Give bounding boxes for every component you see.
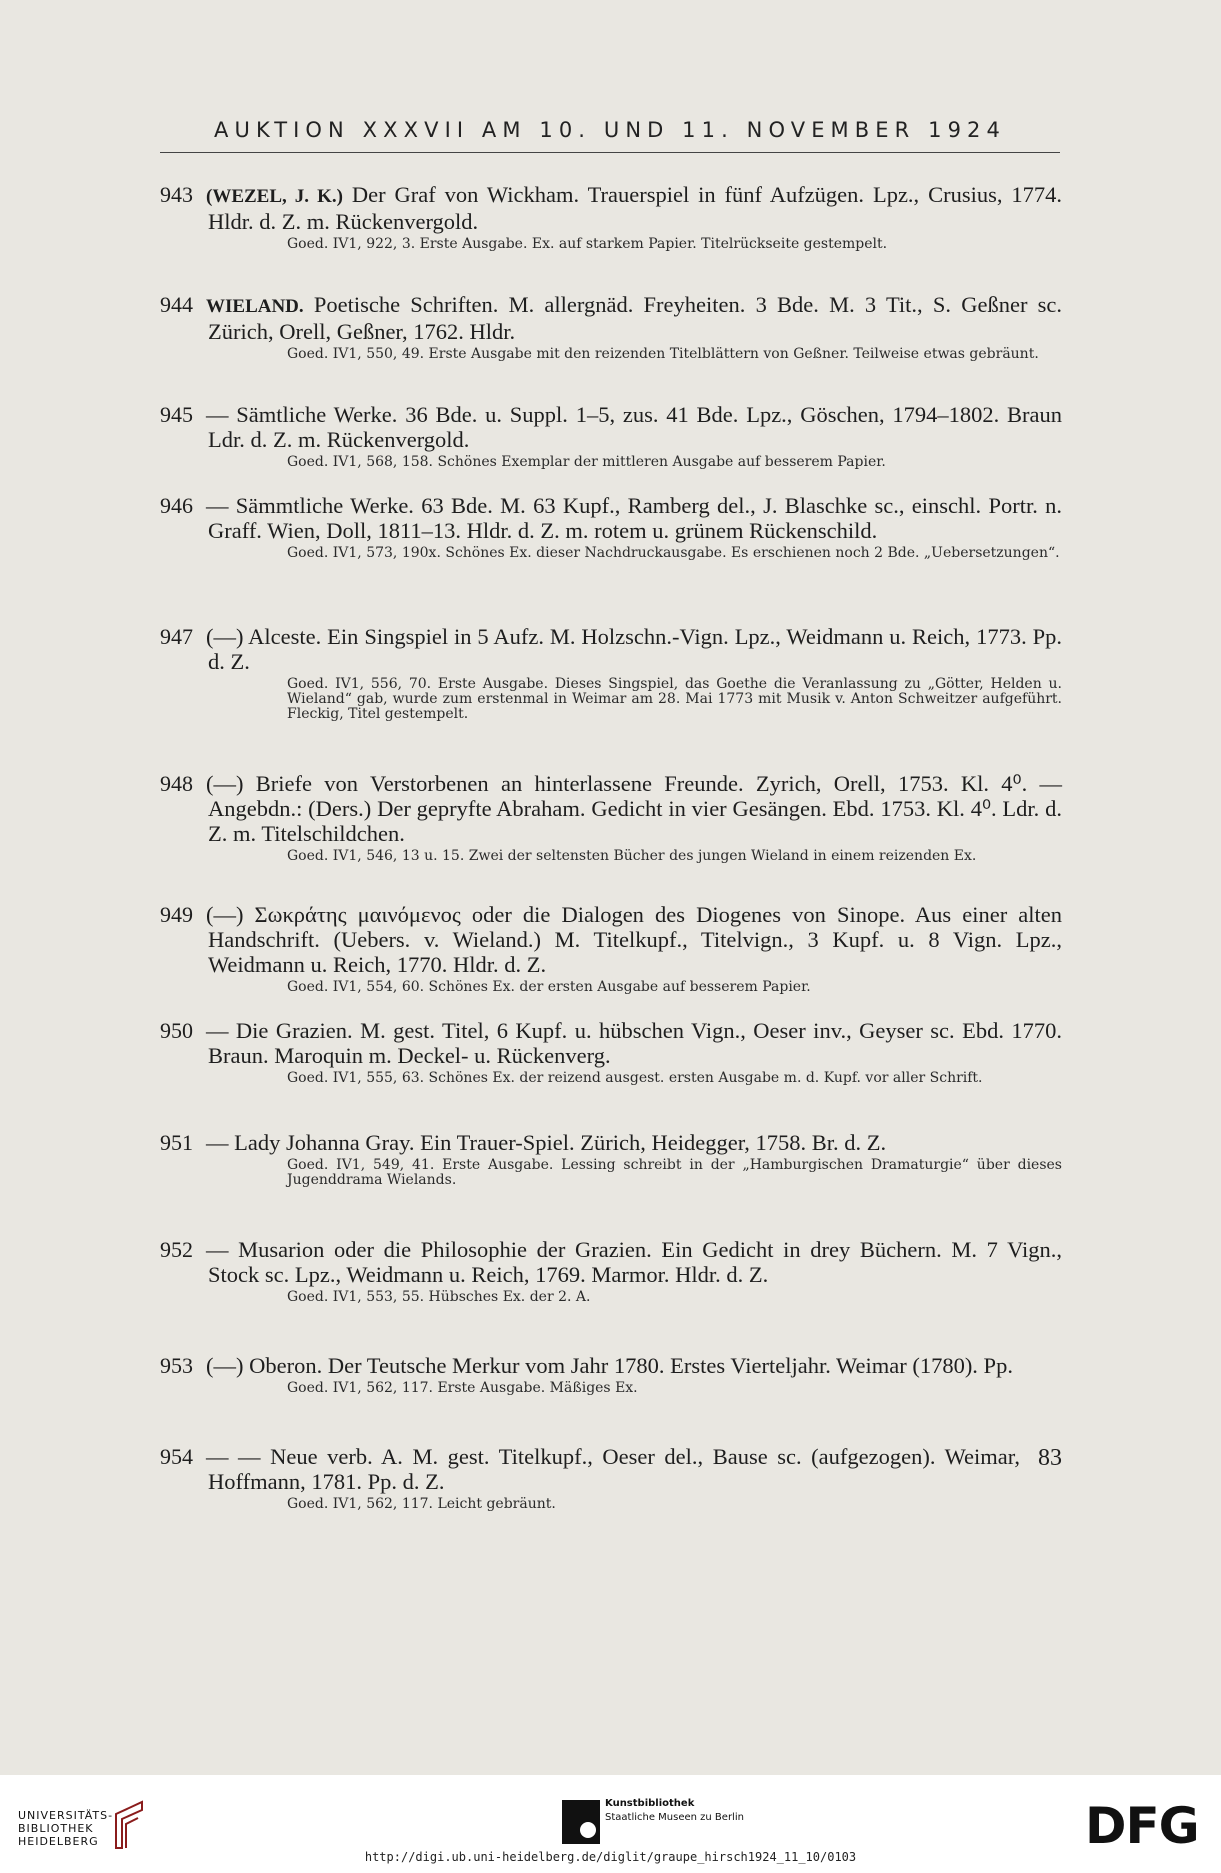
page-number: 83 <box>1038 1445 1062 1471</box>
catalog-entry <box>160 1018 1062 1086</box>
entry-note: Goed. IV1, 553, 55. Hübsches Ex. der 2. A. <box>287 1289 591 1305</box>
entry-body: (—) Alceste. Ein Singspiel in 5 Aufz. M. Holzschn.-Vign. Lpz., Weidmann u. Reich, 1773. Pp. d. Z. <box>206 624 1062 674</box>
entry-note: Goed. IV1, 546, 13 u. 15. Zwei der seltensten Bücher des jungen Wieland in einem reizenden Ex. <box>287 848 977 864</box>
university-library-name <box>18 1809 113 1848</box>
university-line: BIBLIOTHEK <box>18 1822 94 1835</box>
entry-number: 950 <box>160 1018 193 1043</box>
entry-text <box>208 1130 1062 1155</box>
catalog-entry <box>160 1353 1062 1396</box>
entry-number: 943 <box>160 182 193 207</box>
source-url-link[interactable]: http://digi.ub.uni-heidelberg.de/diglit/graupe_hirsch1924_11_10/0103 <box>364 1850 857 1864</box>
catalog-entry <box>160 493 1062 561</box>
entry-note: Goed. IV1, 562, 117. Erste Ausgabe. Mäßiges Ex. <box>287 1380 638 1396</box>
entry-text <box>208 1353 1062 1378</box>
kunstbibliothek-logo-icon <box>562 1800 600 1844</box>
entry-text <box>208 1444 1020 1494</box>
entry-note: Goed. IV1, 556, 70. Erste Ausgabe. Dieses Singspiel, das Goethe die Veranlassung zu „Götter, Helden u. Wieland“ gab, wurde zum erstenmal in Weimar am 28. Mai 1773 mit Musik v. Anton Schweitzer aufgeführt. Fleckig, Titel gestempelt. <box>287 676 1062 722</box>
university-line: HEIDELBERG <box>18 1835 99 1848</box>
entry-text <box>208 493 1062 543</box>
entry-body: — Sämmtliche Werke. 63 Bde. M. 63 Kupf., Ramberg del., J. Blaschke sc., einschl. Portr. n. Graff. Wien, Doll, 1811–13. Hldr. d. Z. m. rotem u. grünem Rückenschild. <box>206 493 1062 543</box>
entry-note: Goed. IV1, 568, 158. Schönes Exemplar der mittleren Ausgabe auf besserem Papier. <box>287 454 886 470</box>
entry-note: Goed. IV1, 555, 63. Schönes Ex. der reizend ausgest. ersten Ausgabe m. d. Kupf. vor aller Schrift. <box>287 1070 983 1086</box>
entry-body: (—) Oberon. Der Teutsche Merkur vom Jahr 1780. Erstes Vierteljahr. Weimar (1780). Pp. <box>206 1353 1013 1378</box>
entry-note: Goed. IV1, 573, 190x. Schönes Ex. dieser Nachdruckausgabe. Es erschienen noch 2 Bde. „Uebersetzungen“. <box>287 545 1060 561</box>
entry-text <box>208 902 1062 977</box>
running-header: AUKTION XXXVII AM 10. UND 11. NOVEMBER 1924 <box>214 118 1006 142</box>
entry-note: Goed. IV1, 549, 41. Erste Ausgabe. Lessing schreibt in der „Hamburgischen Dramaturgie“ über dieses Jugenddrama Wielands. <box>287 1157 1062 1188</box>
entry-text <box>208 402 1062 452</box>
entry-number: 953 <box>160 1353 193 1378</box>
entry-number: 951 <box>160 1130 193 1155</box>
entry-text <box>208 624 1062 674</box>
entry-number: 946 <box>160 493 193 518</box>
entry-lead: (WEZEL, J. K.) <box>206 186 343 207</box>
entry-number: 944 <box>160 292 193 317</box>
entry-text <box>208 292 1062 344</box>
entry-text <box>208 771 1062 846</box>
catalog-entry <box>160 1237 1062 1305</box>
entry-number: 948 <box>160 771 193 796</box>
entry-body: — Die Grazien. M. gest. Titel, 6 Kupf. u. hübschen Vign., Oeser inv., Geyser sc. Ebd. 1770. Braun. Maroquin m. Deckel- u. Rückenverg. <box>206 1018 1062 1068</box>
catalog-entry <box>160 902 1062 995</box>
entry-text <box>208 1237 1062 1287</box>
entry-number: 945 <box>160 402 193 427</box>
catalog-entry <box>160 624 1062 722</box>
entry-body: (—) Briefe von Verstorbenen an hinterlassene Freunde. Zyrich, Orell, 1753. Kl. 4⁰. — Angebdn.: (Ders.) Der gepryfte Abraham. Gedicht in vier Gesängen. Ebd. 1753. Kl. 4⁰. Ldr. d. Z. m. Titelschildchen. <box>206 771 1062 846</box>
university-logo-icon <box>112 1800 146 1852</box>
entry-note: Goed. IV1, 554, 60. Schönes Ex. der ersten Ausgabe auf besserem Papier. <box>287 979 811 995</box>
entry-text <box>208 182 1062 234</box>
catalog-entry <box>160 402 1062 470</box>
catalog-entry <box>160 292 1062 362</box>
entry-note: Goed. IV1, 922, 3. Erste Ausgabe. Ex. auf starkem Papier. Titelrückseite gestempelt. <box>287 236 888 252</box>
entry-note: Goed. IV1, 550, 49. Erste Ausgabe mit den reizenden Titelblättern von Geßner. Teilweise etwas gebräunt. <box>287 346 1039 362</box>
catalog-entry <box>160 1444 1020 1512</box>
kunstbibliothek-subtitle: Staatliche Museen zu Berlin <box>605 1812 744 1823</box>
entry-body: Poetische Schriften. M. allergnäd. Freyheiten. 3 Bde. M. 3 Tit., S. Geßner sc. Zürich, Orell, Geßner, 1762. Hldr. <box>208 292 1062 344</box>
kunstbibliothek-title: Kunstbibliothek <box>605 1798 695 1809</box>
catalog-entry <box>160 182 1062 252</box>
catalog-entry <box>160 771 1062 864</box>
catalog-entry <box>160 1130 1062 1188</box>
entry-number: 954 <box>160 1444 193 1469</box>
entry-body: Der Graf von Wickham. Trauerspiel in fünf Aufzügen. Lpz., Crusius, 1774. Hldr. d. Z. m. Rückenvergold. <box>208 182 1063 234</box>
entry-text <box>208 1018 1062 1068</box>
entry-body: — Musarion oder die Philosophie der Grazien. Ein Gedicht in drey Büchern. M. 7 Vign., Stock sc. Lpz., Weidmann u. Reich, 1769. Marmor. Hldr. d. Z. <box>206 1237 1062 1287</box>
entry-number: 949 <box>160 902 193 927</box>
header-rule <box>160 152 1060 153</box>
entry-lead: WIELAND. <box>206 296 304 317</box>
entry-number: 952 <box>160 1237 193 1262</box>
entry-note: Goed. IV1, 562, 117. Leicht gebräunt. <box>287 1496 556 1512</box>
dfg-logo: DFG <box>1085 1797 1199 1855</box>
university-line: UNIVERSITÄTS- <box>18 1809 114 1822</box>
entry-body: — Sämtliche Werke. 36 Bde. u. Suppl. 1–5, zus. 41 Bde. Lpz., Göschen, 1794–1802. Braun Ldr. d. Z. m. Rückenvergold. <box>206 402 1062 452</box>
entry-body: — Lady Johanna Gray. Ein Trauer-Spiel. Zürich, Heidegger, 1758. Br. d. Z. <box>206 1130 887 1155</box>
kunstbibliothek-label <box>605 1797 744 1825</box>
entry-body: (—) Σωκράτης μαινόμενος oder die Dialogen des Diogenes von Sinope. Aus einer alten Handschrift. (Uebers. v. Wieland.) M. Titelkupf., Titelvign., 3 Kupf. u. 8 Vign. Lpz., Weidmann u. Reich, 1770. Hldr. d. Z. <box>206 902 1062 977</box>
entry-number: 947 <box>160 624 193 649</box>
entry-body: — — Neue verb. A. M. gest. Titelkupf., Oeser del., Bause sc. (aufgezogen). Weimar, Hoffmann, 1781. Pp. d. Z. <box>206 1444 1020 1494</box>
